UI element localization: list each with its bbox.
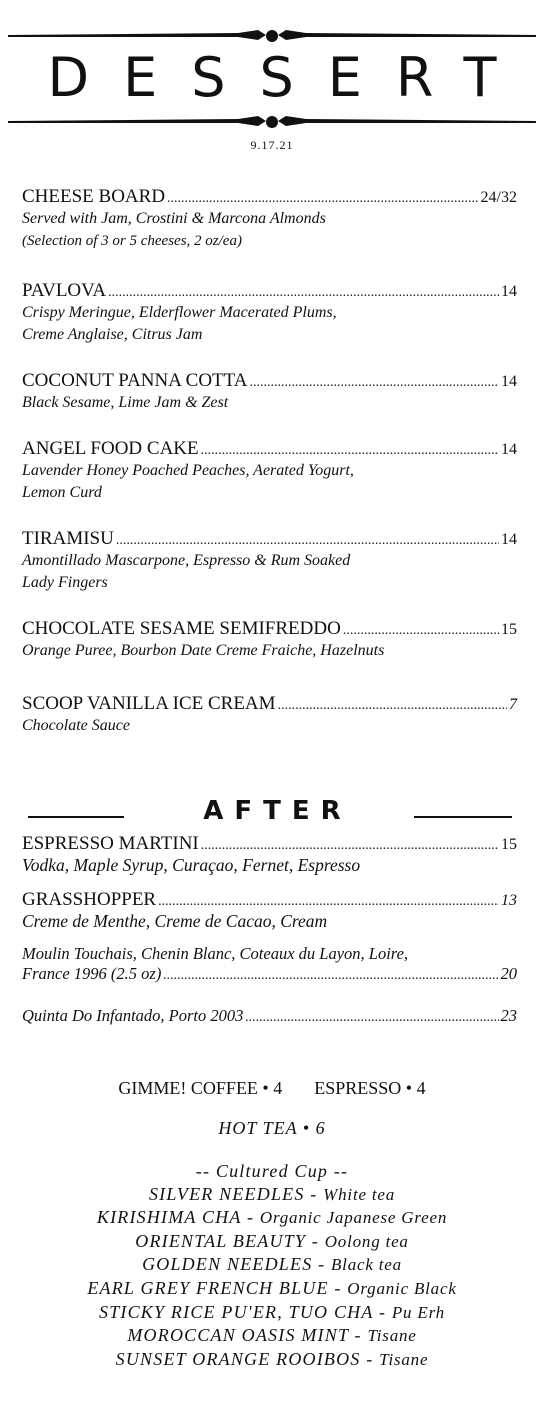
menu-item: [22, 528, 517, 594]
item-description: Lady Fingers: [22, 574, 108, 591]
espresso: ESPRESSO • 4: [314, 1078, 426, 1098]
tea-list: [0, 1160, 544, 1371]
item-note: (Selection of 3 or 5 cheeses, 2 oz/ea): [22, 233, 242, 249]
wine-name: Quinta Do Infantado, Porto 2003: [22, 1006, 244, 1025]
gimme-coffee: GIMME! COFFEE • 4: [118, 1078, 283, 1098]
divider-right: [414, 816, 512, 818]
wine-item: [22, 944, 517, 984]
tea-item: KIRISHIMA CHA - Organic Japanese Green: [96, 1207, 448, 1228]
tea-header: -- Cultured Cup --: [195, 1161, 349, 1181]
item-description: Creme de Menthe, Creme de Cacao, Cream: [22, 911, 328, 931]
item-name: TIRAMISU: [22, 528, 114, 549]
item-price: 14: [501, 441, 517, 458]
bottom-ornament: [8, 114, 536, 130]
item-price: 14: [501, 531, 517, 548]
item-name: ESPRESSO MARTINI: [22, 833, 199, 854]
item-name: CHEESE BOARD: [22, 186, 166, 207]
hot-tea: HOT TEA • 6: [218, 1118, 326, 1138]
item-price: 15: [501, 621, 517, 638]
tea-item: STICKY RICE PU'ER, TUO CHA - Pu Erh: [99, 1301, 445, 1322]
item-name: COCONUT PANNA COTTA: [22, 370, 248, 391]
tea-item: SILVER NEEDLES - White tea: [148, 1183, 396, 1204]
item-name: CHOCOLATE SESAME SEMIFREDDO: [22, 618, 341, 639]
item-description: Creme Anglaise, Citrus Jam: [22, 326, 203, 343]
item-name: GRASSHOPPER: [22, 889, 157, 910]
item-name: ANGEL FOOD CAKE: [22, 438, 199, 459]
wine-price: 20: [500, 964, 517, 983]
wine-item: [22, 1006, 517, 1026]
item-description: Served with Jam, Crostini & Marcona Almonds: [22, 210, 326, 227]
item-description: Chocolate Sauce: [22, 717, 130, 734]
item-price: 15: [501, 836, 517, 853]
wine-name: Moulin Touchais, Chenin Blanc, Coteaux du Layon, Loire,: [22, 944, 409, 963]
top-ornament: [8, 28, 536, 44]
menu-item: [22, 280, 517, 346]
item-description: Vodka, Maple Syrup, Curaçao, Fernet, Espresso: [22, 855, 361, 875]
menu-item: [22, 693, 517, 737]
item-name: SCOOP VANILLA ICE CREAM: [22, 693, 276, 714]
item-description: Orange Puree, Bourbon Date Creme Fraiche, Hazelnuts: [22, 642, 385, 659]
menu-item: [22, 370, 517, 414]
tea-item: MOROCCAN OASIS MINT - Tisane: [127, 1325, 417, 1346]
item-description: Amontillado Mascarpone, Espresso & Rum Soaked: [22, 552, 351, 569]
item-description: Black Sesame, Lime Jam & Zest: [22, 394, 229, 411]
wine-vintage: France 1996 (2.5 oz): [22, 964, 162, 983]
menu-item: [22, 889, 517, 931]
page-title: DESSERT: [47, 46, 531, 109]
menu-item: [22, 186, 517, 252]
coffee-line: [0, 1078, 544, 1099]
tea-item: EARL GREY FRENCH BLUE - Organic Black: [87, 1277, 457, 1298]
tea-item: ORIENTAL BEAUTY - Oolong tea: [135, 1230, 409, 1251]
item-price: 14: [501, 373, 517, 390]
item-name: PAVLOVA: [22, 280, 107, 301]
tea-item: SUNSET ORANGE ROOIBOS - Tisane: [115, 1348, 429, 1369]
item-price: 24/32: [480, 189, 517, 206]
item-description: Lemon Curd: [22, 484, 102, 501]
item-price: 13: [501, 892, 517, 909]
menu-item: [22, 618, 517, 662]
section-title-after: AFTER: [203, 796, 352, 826]
menu-item: [22, 833, 517, 875]
menu-item: [22, 438, 517, 504]
item-price: 14: [501, 283, 517, 300]
item-price: 7: [509, 696, 517, 713]
wine-price: 23: [500, 1006, 517, 1025]
item-description: Crispy Meringue, Elderflower Macerated Plums,: [22, 304, 337, 321]
tea-item: GOLDEN NEEDLES - Black tea: [142, 1254, 402, 1275]
item-description: Lavender Honey Poached Peaches, Aerated Yogurt,: [22, 462, 354, 479]
menu-date: 9.17.21: [250, 138, 294, 152]
